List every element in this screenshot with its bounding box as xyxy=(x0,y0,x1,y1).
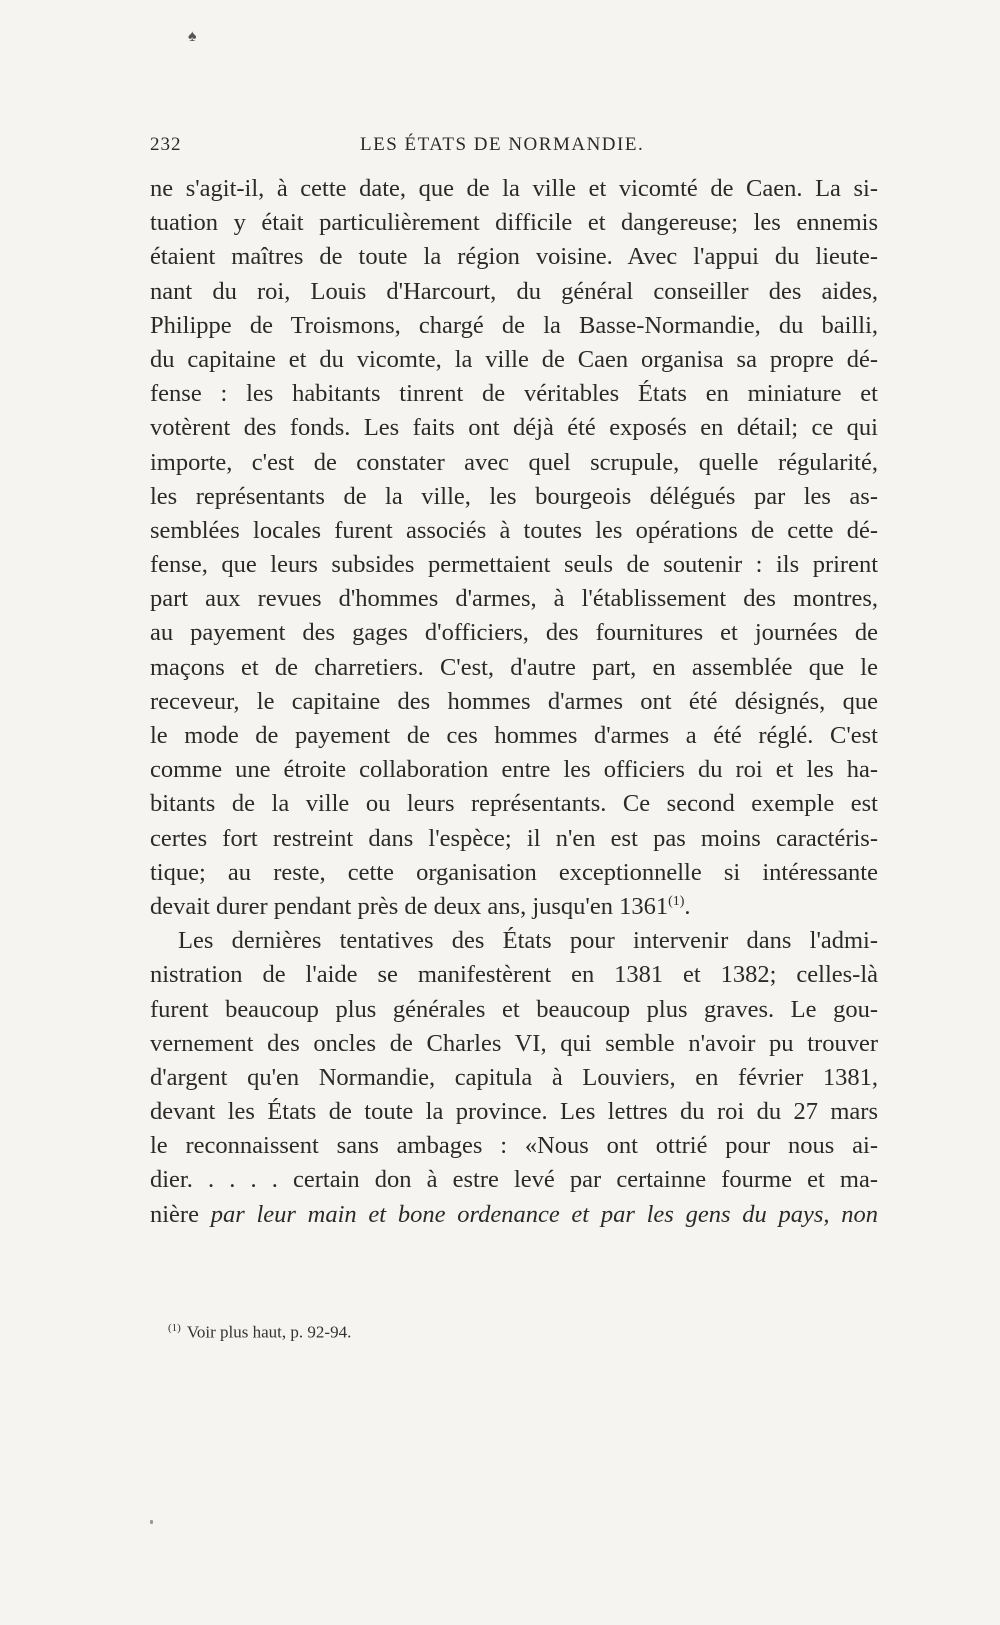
page-header xyxy=(150,134,875,162)
text-line: semblées locales furent associés à toutes les opérations de cette dé- xyxy=(150,516,878,544)
text-line: bitants de la ville ou leurs représentants. Ce second exemple est xyxy=(150,790,878,818)
text-line: maçons et de charretiers. C'est, d'autre part, en assemblée que le xyxy=(150,653,878,681)
text-line-with-note xyxy=(150,890,878,924)
running-title: LES ÉTATS DE NORMANDIE. xyxy=(360,134,645,155)
paragraph-start-line: Les dernières tentatives des États pour intervenir dans l'admi- xyxy=(178,927,878,955)
footnote-number: (1) xyxy=(168,1322,181,1334)
footnote-reference[interactable]: (1) xyxy=(668,893,685,909)
text-line: dier. . . . . certain don à estre levé par certainne fourme et ma- xyxy=(150,1166,878,1194)
text-line: fense, que leurs subsides permettaient seuls de soutenir : ils prirent xyxy=(150,551,878,579)
body-text xyxy=(150,172,878,1232)
text-line: d'argent qu'en Normandie, capitula à Louviers, en février 1381, xyxy=(150,1063,878,1091)
text-line: étaient maîtres de toute la région voisine. Avec l'appui du lieute- xyxy=(150,243,878,271)
text-line: tuation y était particulièrement difficile et dangereuse; les ennemis xyxy=(150,209,878,237)
footnote xyxy=(168,1322,351,1343)
text-line: receveur, le capitaine des hommes d'armes ont été désignés, que xyxy=(150,687,878,715)
text-line: tique; au reste, cette organisation exceptionnelle si intéressante xyxy=(150,858,878,886)
text-line: du capitaine et du vicomte, la ville de Caen organisa sa propre dé- xyxy=(150,345,878,373)
text-line: vernement des oncles de Charles VI, qui semble n'avoir pu trouver xyxy=(150,1029,878,1057)
text-line: importe, c'est de constater avec quel scrupule, quelle régularité, xyxy=(150,448,878,476)
italic-quote: par leur main et bone ordenance et par les gens du pays, non xyxy=(210,1200,878,1228)
ornament-mark: ♠ xyxy=(188,28,197,45)
text-line: devait durer pendant près de deux ans, jusqu'en 1361 xyxy=(150,892,669,920)
text-line: nistration de l'aide se manifestèrent en 1381 et 1382; celles-là xyxy=(150,961,878,989)
text-line: furent beaucoup plus générales et beaucoup plus graves. Le gou- xyxy=(150,995,878,1023)
sentence-end: . xyxy=(684,892,691,920)
text-line: Philippe de Troismons, chargé de la Basse-Normandie, du bailli, xyxy=(150,311,878,339)
text-line: certes fort restreint dans l'espèce; il n'en est pas moins caractéris- xyxy=(150,824,878,852)
text-line: le reconnaissent sans ambages : «Nous ont ottrié pour nous ai- xyxy=(150,1132,878,1160)
page-number: 232 xyxy=(150,134,182,155)
text-line-mixed xyxy=(150,1198,878,1232)
text-line: part aux revues d'hommes d'armes, à l'établissement des montres, xyxy=(150,585,878,613)
text-line: nant du roi, Louis d'Harcourt, du général conseiller des aides, xyxy=(150,277,878,305)
text-line: ne s'agit-il, à cette date, que de la ville et vicomté de Caen. La si- xyxy=(150,175,878,202)
text-fragment: nière xyxy=(150,1200,211,1228)
text-line: au payement des gages d'officiers, des fournitures et journées de xyxy=(150,619,878,647)
text-line: fense : les habitants tinrent de véritables États en miniature et xyxy=(150,380,878,408)
text-line: les représentants de la ville, les bourgeois délégués par les as- xyxy=(150,482,878,510)
text-line: devant les États de toute la province. Les lettres du roi du 27 mars xyxy=(150,1098,878,1126)
text-line: le mode de payement de ces hommes d'armes a été réglé. C'est xyxy=(150,722,878,749)
paper-speck xyxy=(150,1520,153,1524)
text-line: comme une étroite collaboration entre les officiers du roi et les ha- xyxy=(150,756,878,784)
text-line: votèrent des fonds. Les faits ont déjà été exposés en détail; ce qui xyxy=(150,414,878,442)
footnote-text: Voir plus haut, p. 92-94. xyxy=(186,1322,352,1342)
